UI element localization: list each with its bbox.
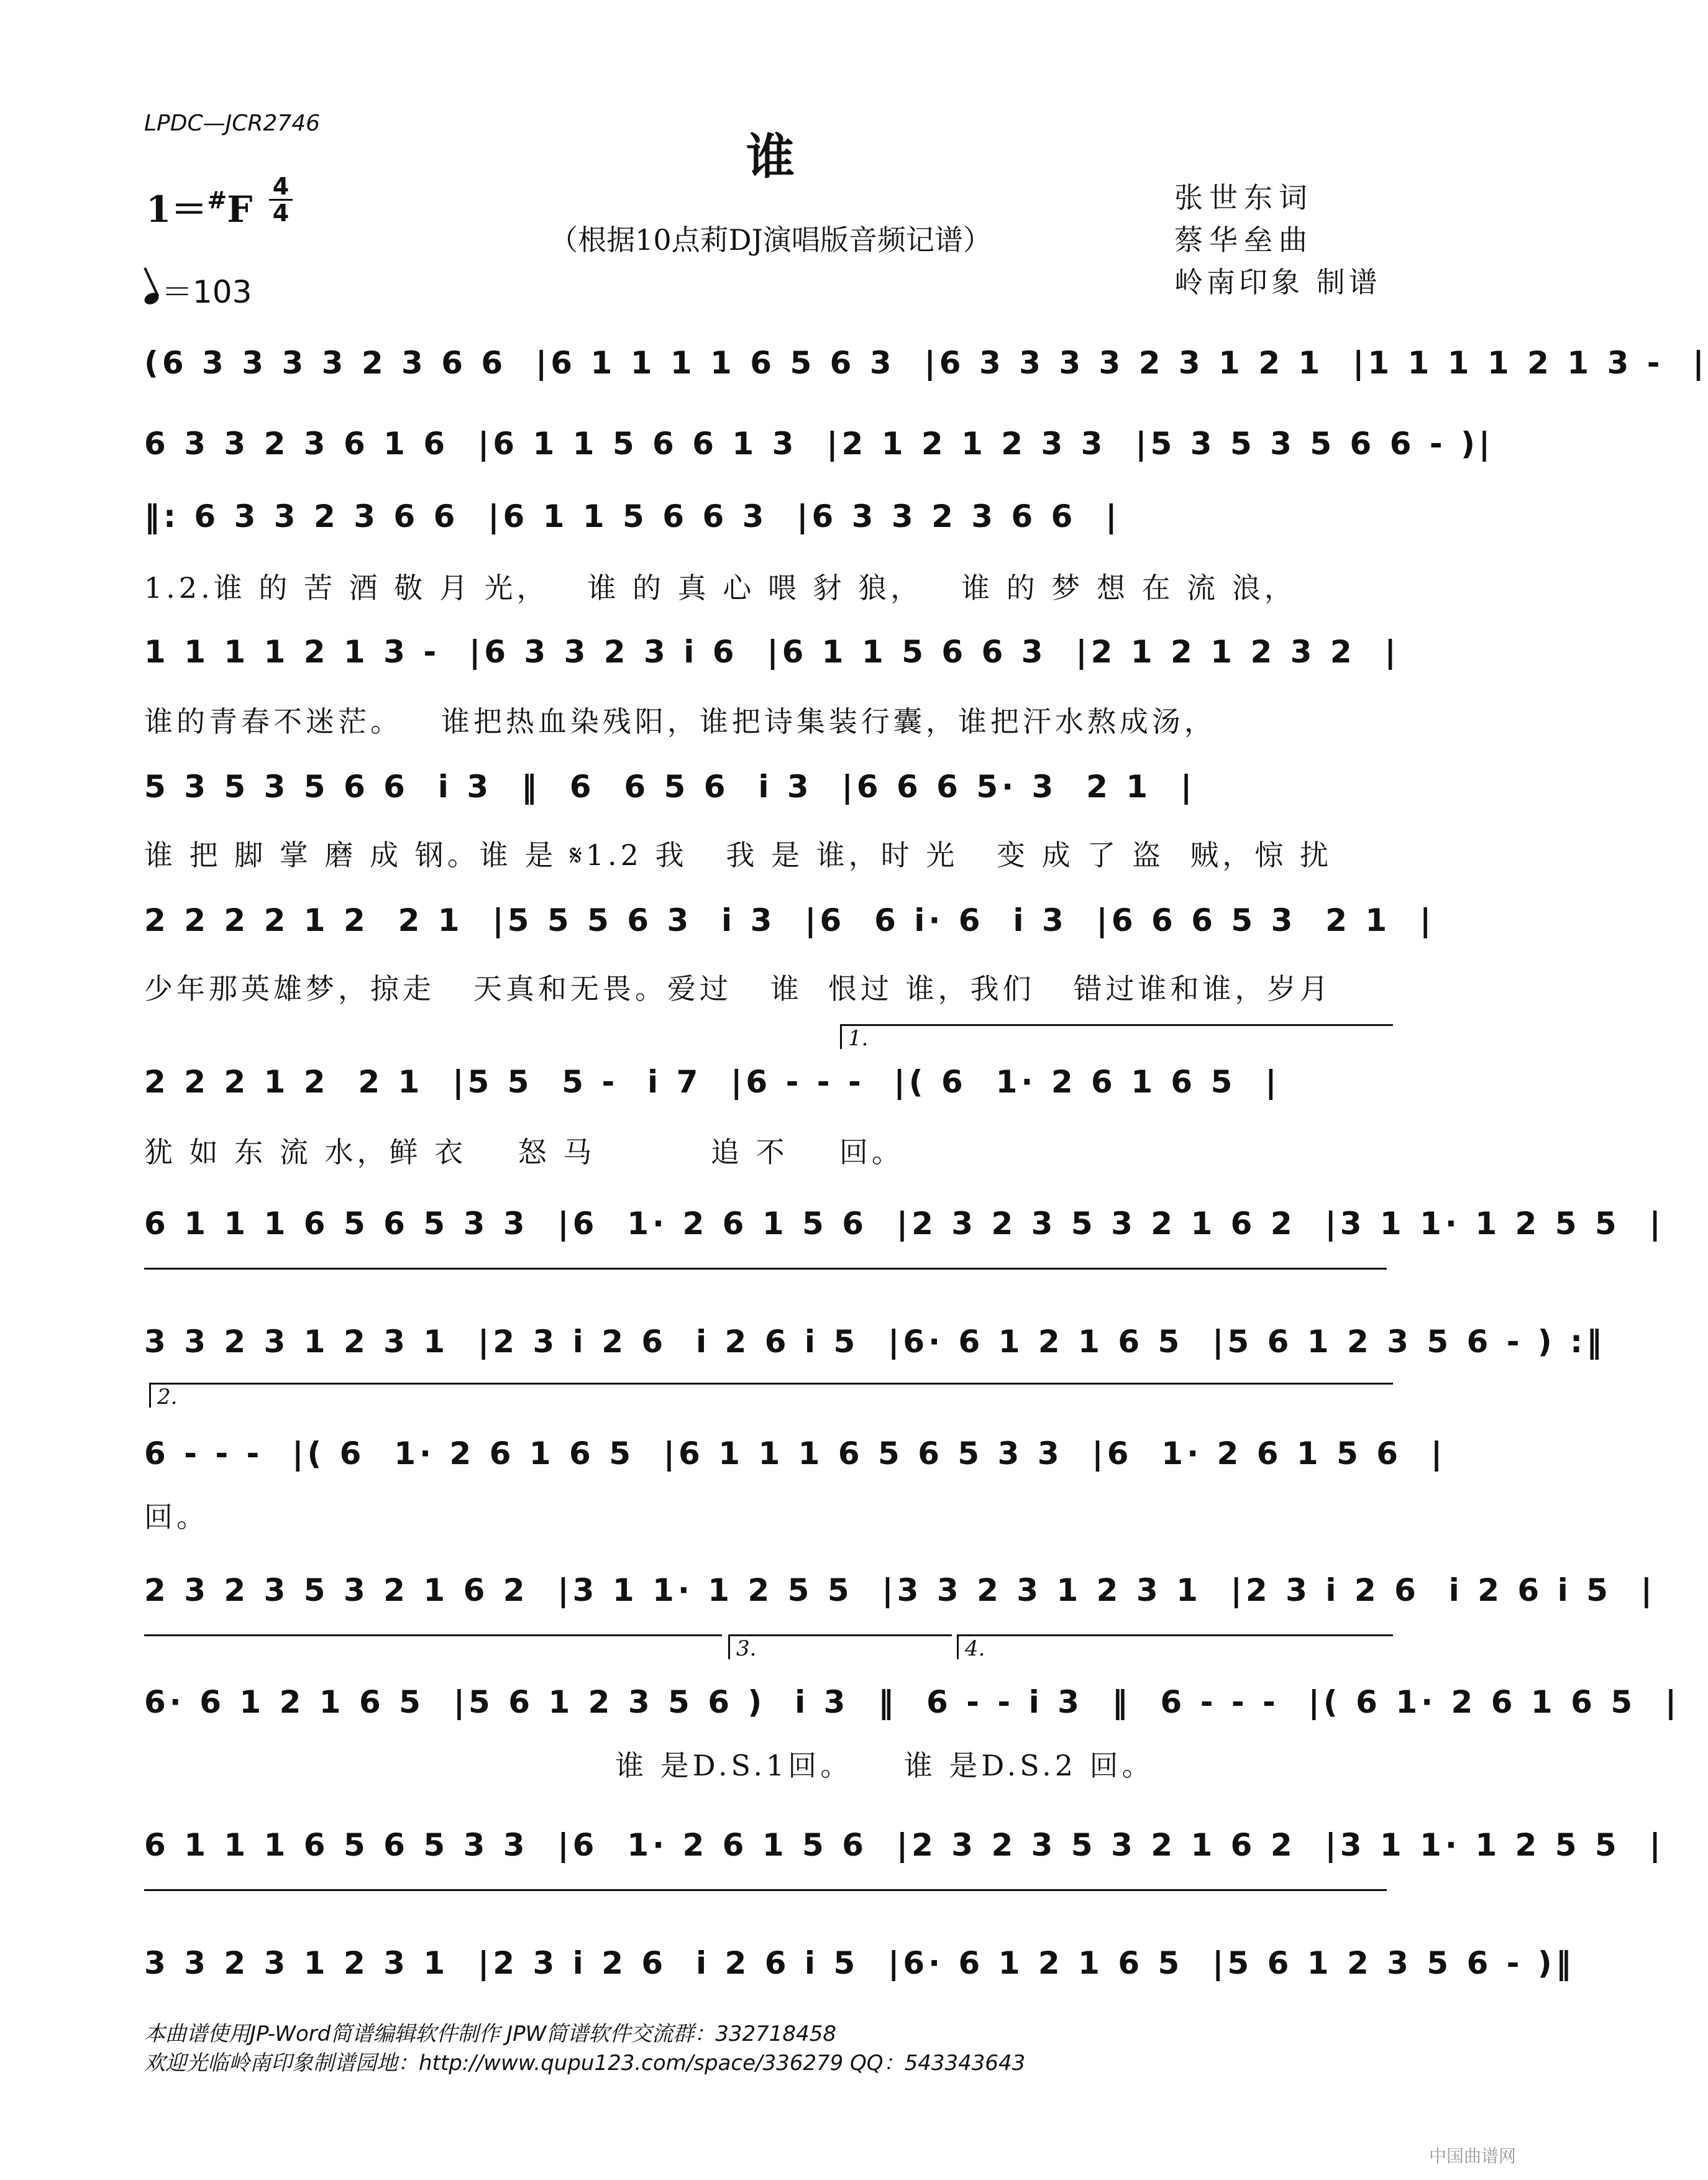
score-row-10: 6 - - - |( 6 1· 2 6 1 6 5 |6 1 1 1 6 5 6 5 3 3 |6 1· 2 6 1 5 6 |: [144, 1436, 1446, 1472]
score-row-3: ‖: 6 3 3 2 3 6 6 |6 1 1 5 6 6 3 |6 3 3 2 3 6 6 |: [144, 498, 1121, 534]
lyric-line-1: 1.2.谁 的 苦 酒 敬 月 光， 谁 的 真 心 喂 豺 狼， 谁 的 梦 想 在 流 浪，: [144, 571, 1297, 605]
lyric-line-6: 回。: [144, 1500, 209, 1534]
tempo-mark: [144, 267, 252, 312]
lyric-line-4: 少年那英雄梦，掠走 天真和无畏。爱过 谁 恨过 谁，我们 错过谁和谁，岁月: [144, 972, 1332, 1005]
score-row-12: 6· 6 1 2 1 6 5 |5 6 1 2 3 5 6 ) i 3 ‖ 6 - - i 3 ‖ 6 - - - |( 6 1· 2 6 1 6 5 |: [144, 1684, 1681, 1720]
sharp-sign: #: [207, 186, 227, 214]
volta-4: 4.: [957, 1634, 1393, 1659]
score-row-5: 5 3 5 3 5 6 6 i 3 ‖ 6 6 5 6 i 3 |6 6 6 5· 3 2 1 |: [144, 769, 1196, 805]
meter-top: 4: [272, 173, 290, 200]
key-note: F: [227, 188, 253, 231]
volta-2-extension: [144, 1634, 722, 1636]
score-row-2: 6 3 3 2 3 6 1 6 |6 1 1 5 6 6 1 3 |2 1 2 1 2 3 3 |5 3 5 3 5 6 6 - )|: [144, 426, 1494, 462]
arranger: 岭南印象 制谱: [1174, 265, 1381, 299]
lyric-line-3: 谁 把 脚 掌 磨 成 钢。谁 是 𝄋1.2 我 我 是 谁，时 光 变 成 了 盗 贼，惊 扰: [144, 838, 1332, 872]
score-row-7: 2 2 2 1 2 2 1 |5 5 5 - i 7 |6 - - - |( 6 1· 2 6 1 6 5 |: [144, 1064, 1281, 1100]
score-row-8: 6 1 1 1 6 5 6 5 3 3 |6 1· 2 6 1 5 6 |2 3 2 3 5 3 2 1 6 2 |3 1 1· 1 2 5 5 |: [144, 1206, 1665, 1242]
footer-line-1: 本曲谱使用JP-Word简谱编辑软件制作 JPW简谱软件交流群：332718458: [144, 2022, 836, 2046]
quarter-note-icon: [143, 291, 161, 307]
footer-line-2: 欢迎光临岭南印象制谱园地：http://www.qupu123.com/space/336279 QQ：543343643: [144, 2051, 1026, 2076]
score-row-13: 6 1 1 1 6 5 6 5 3 3 |6 1· 2 6 1 5 6 |2 3 2 3 5 3 2 1 6 2 |3 1 1· 1 2 5 5 |: [144, 1827, 1665, 1863]
volta-1: 1.: [840, 1024, 1393, 1049]
lyric-line-7: 谁 是D.S.1回。 谁 是D.S.2 回。: [615, 1749, 1154, 1782]
lyricist: 张世东词: [1174, 181, 1313, 214]
lyric-line-2: 谁的青春不迷茫。 谁把热血染残阳，谁把诗集装行囊，谁把汗水熬成汤，: [144, 705, 1217, 738]
key-signature: [146, 180, 252, 232]
volta-4-extension: [144, 1889, 1387, 1891]
score-row-4: 1 1 1 1 2 1 3 - |6 3 3 2 3 i 6 |6 1 1 5 6 6 3 |2 1 2 1 2 3 2 |: [144, 634, 1400, 670]
meter-bottom: 4: [272, 199, 290, 227]
score-row-11: 2 3 2 3 5 3 2 1 6 2 |3 1 1· 1 2 5 5 |3 3 2 3 1 2 3 1 |2 3 i 2 6 i 2 6 i 5 |: [144, 1572, 1656, 1608]
song-title: 谁: [746, 129, 795, 185]
composer: 蔡华垒曲: [1174, 223, 1313, 257]
score-row-6: 2 2 2 2 1 2 2 1 |5 5 5 6 3 i 3 |6 6 i· 6 i 3 |6 6 6 5 3 2 1 |: [144, 902, 1435, 938]
lyric-line-5: 犹 如 东 流 水，鲜 衣 怒 马 追 不 回。: [144, 1135, 904, 1169]
volta-1-extension: [144, 1268, 1387, 1270]
time-signature: [268, 173, 293, 227]
subtitle: （根据10点莉DJ演唱版音频记谱）: [549, 223, 992, 257]
volta-2: 2.: [149, 1383, 1393, 1408]
watermark: 中国曲谱网: [1428, 2146, 1516, 2166]
score-row-9: 3 3 2 3 1 2 3 1 |2 3 i 2 6 i 2 6 i 5 |6· 6 1 2 1 6 5 |5 6 1 2 3 5 6 - ) :‖: [144, 1324, 1606, 1360]
score-code: LPDC—JCR2746: [144, 111, 321, 136]
score-row-14: 3 3 2 3 1 2 3 1 |2 3 i 2 6 i 2 6 i 5 |6· 6 1 2 1 6 5 |5 6 1 2 3 5 6 - )‖: [144, 1945, 1575, 1981]
key-prefix: 1＝: [146, 188, 208, 231]
tempo-value: ＝103: [162, 274, 252, 310]
volta-3: 3.: [728, 1634, 952, 1659]
score-row-1: (6 3 3 3 3 2 3 6 6 |6 1 1 1 1 6 5 6 3 |6 3 3 3 3 2 3 1 2 1 |1 1 1 1 2 1 3 - |: [144, 345, 1708, 381]
